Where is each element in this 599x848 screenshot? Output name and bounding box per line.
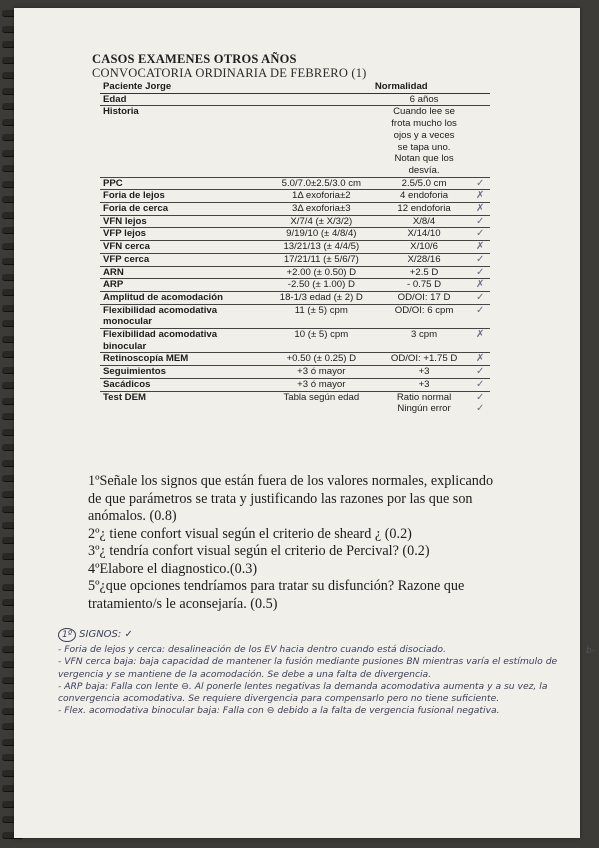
param-name: Flexibilidad acomodativa monocular xyxy=(100,304,265,328)
handwritten-heading xyxy=(58,628,578,642)
table-row xyxy=(100,215,490,228)
param-name: Amplitud de acomodación xyxy=(100,291,265,304)
history-line: Cuando lee se xyxy=(393,106,455,118)
history-line: desvía. xyxy=(408,164,440,176)
dem-row xyxy=(100,391,490,415)
patient-value: OD/OI: +1.75 D xyxy=(378,353,471,366)
table-row xyxy=(100,366,490,379)
question-1: 1ºSeñale los signos que están fuera de los valores normales, explicando de que parámetros se trata y justificando las razones por las que son anómalos. (0.8) xyxy=(88,473,494,524)
document-subtitle: CONVOCATORIA ORDINARIA DE FEBRERO (1) xyxy=(92,66,367,80)
dem-label: Test DEM xyxy=(103,391,146,403)
table-row xyxy=(100,266,490,279)
table-row xyxy=(100,353,490,366)
dem-normal: Tabla según edad xyxy=(283,391,360,403)
check-mark: ✗ xyxy=(470,279,490,292)
check-mark: ✓ xyxy=(470,215,490,228)
history-text xyxy=(378,106,471,177)
patient-value: 4 endoforia xyxy=(378,190,471,203)
exam-table xyxy=(100,81,490,415)
check-mark: ✓ xyxy=(470,304,490,328)
normal-value: +2.00 (± 0.50) D xyxy=(265,266,378,279)
dem-patient-errors: Ningún error xyxy=(397,403,451,415)
patient-value: X/28/16 xyxy=(378,253,471,266)
check-mark: ✓ xyxy=(470,291,490,304)
questions-block xyxy=(88,473,498,613)
normal-value: +3 ó mayor xyxy=(265,378,378,391)
age-value: 6 años xyxy=(378,93,471,106)
normal-value: 1Δ exoforia±2 xyxy=(265,190,378,203)
patient-value: 12 endoforia xyxy=(378,203,471,216)
history-line: ojos y a veces xyxy=(393,129,455,141)
patient-value: +2.5 D xyxy=(378,266,471,279)
patient-value: - 0.75 D xyxy=(378,279,471,292)
table-row xyxy=(100,241,490,254)
document-title: CASOS EXAMENES OTROS AÑOS xyxy=(92,52,297,66)
patient-value: 2.5/5.0 cm xyxy=(378,177,471,190)
history-line: frota mucho los xyxy=(391,118,457,130)
normal-value: +0.50 (± 0.25) D xyxy=(265,353,378,366)
question-2: 2º¿ tiene confort visual según el criterio de sheard ¿ (0.2) xyxy=(88,525,412,542)
signos-label: SIGNOS: ✓ xyxy=(79,629,133,640)
dem-patient xyxy=(378,391,471,415)
table-row xyxy=(100,304,490,328)
check-mark: ✗ xyxy=(470,203,490,216)
check-mark: ✓ xyxy=(470,177,490,190)
param-name: Flexibilidad acomodativa binocular xyxy=(100,329,265,353)
table-row xyxy=(100,378,490,391)
check-mark: ✓ xyxy=(470,253,490,266)
table-row xyxy=(100,203,490,216)
normal-value: 9/19/10 (± 4/8/4) xyxy=(265,228,378,241)
normal-value: 5.0/7.0±2.5/3.0 cm xyxy=(265,177,378,190)
normal-value: 17/21/11 (± 5/6/7) xyxy=(265,253,378,266)
circled-number: 1º xyxy=(58,628,76,642)
age-row xyxy=(100,93,490,106)
history-label: Historia xyxy=(100,106,265,177)
param-name: Foria de lejos xyxy=(100,190,265,203)
handwritten-note: - ARP baja: Falla con lente ⊖. Al ponerle lentes negativas la demanda acomodativa aumenta y a su vez, la convergencia acomodativa. Se requiere divergencia para compensarlo pero no tiene suficiente. xyxy=(58,680,548,705)
check-mark: ✓ xyxy=(470,228,490,241)
history-line: se tapa uno. xyxy=(397,141,451,153)
table-row xyxy=(100,291,490,304)
normal-value: X/7/4 (± X/3/2) xyxy=(265,215,378,228)
param-name: VFN cerca xyxy=(100,241,265,254)
question-5: 5º¿que opciones tendríamos para tratar su disfunción? Razone que tratamiento/s le aconsejaría. (0.5) xyxy=(88,578,465,612)
normal-value: 13/21/13 (± 4/4/5) xyxy=(265,241,378,254)
table-row xyxy=(100,253,490,266)
table-row xyxy=(100,279,490,292)
patient-value: OD/OI: 6 cpm xyxy=(378,304,471,328)
table-row xyxy=(100,329,490,353)
patient-value: OD/OI: 17 D xyxy=(378,291,471,304)
param-name: Seguimientos xyxy=(100,366,265,379)
param-name: ARN xyxy=(100,266,265,279)
param-name: PPC xyxy=(100,177,265,190)
normal-value: 18-1/3 edad (± 2) D xyxy=(265,291,378,304)
handwritten-answer xyxy=(58,628,578,717)
handwritten-note: - Foria de lejos y cerca: desalineación de los EV hacia dentro cuando está disociado. xyxy=(58,644,446,656)
check-mark: ✗ xyxy=(470,353,490,366)
check-mark: ✗ xyxy=(470,241,490,254)
check-mark: ✓ xyxy=(470,378,490,391)
patient-value: 3 cpm xyxy=(378,329,471,353)
patient-value: +3 xyxy=(378,366,471,379)
check-mark: ✗ xyxy=(470,190,490,203)
patient-value: X/8/4 xyxy=(378,215,471,228)
check-mark: ✗ xyxy=(470,329,490,353)
check-mark: ✓ ✓ xyxy=(475,391,485,415)
dem-patient-ratio: Ratio normal xyxy=(396,391,452,403)
history-row xyxy=(100,106,490,177)
check-mark: ✓ xyxy=(470,266,490,279)
handwritten-note: - VFN cerca baja: baja capacidad de mantener la fusión mediante pusiones BN mientras varía el estímulo de vergencia y se mantiene de la acomodación. Se debe a una falta de divergencia. xyxy=(58,656,558,680)
param-name: Foria de cerca xyxy=(100,203,265,216)
question-4: 4ºElabore el diagnostico.(0.3) xyxy=(88,560,258,577)
normal-value: -2.50 (± 1.00) D xyxy=(265,279,378,292)
param-name: VFP cerca xyxy=(100,253,265,266)
normal-value: +3 ó mayor xyxy=(265,366,378,379)
param-name: VFP lejos xyxy=(100,228,265,241)
param-name: Sacádicos xyxy=(100,378,265,391)
param-name: VFN lejos xyxy=(100,215,265,228)
table-row xyxy=(100,228,490,241)
handwritten-note: - Flex. acomodativa binocular baja: Falla con ⊖ debido a la falta de vergencia fusional negativa. xyxy=(58,705,500,717)
param-name: Retinoscopía MEM xyxy=(100,353,265,366)
question-3: 3º¿ tendría confort visual según el criterio de Percival? (0.2) xyxy=(88,543,430,559)
patient-header: Paciente Jorge xyxy=(100,81,265,93)
table-row xyxy=(100,177,490,190)
patient-value: +3 xyxy=(378,378,471,391)
history-line: Notan que los xyxy=(394,153,454,165)
table-header-row xyxy=(100,81,490,93)
patient-value: X/14/10 xyxy=(378,228,471,241)
normal-value: 11 (± 5) cpm xyxy=(265,304,378,328)
normal-value: 10 (± 5) cpm xyxy=(265,329,378,353)
age-label: Edad xyxy=(100,93,265,106)
table-row xyxy=(100,190,490,203)
param-name: ARP xyxy=(100,279,265,292)
margin-letter: b- xyxy=(586,646,595,656)
normal-header: Normalidad xyxy=(265,81,490,93)
check-mark: ✓ xyxy=(470,366,490,379)
patient-value: X/10/6 xyxy=(378,241,471,254)
normal-value: 3Δ exoforia±3 xyxy=(265,203,378,216)
